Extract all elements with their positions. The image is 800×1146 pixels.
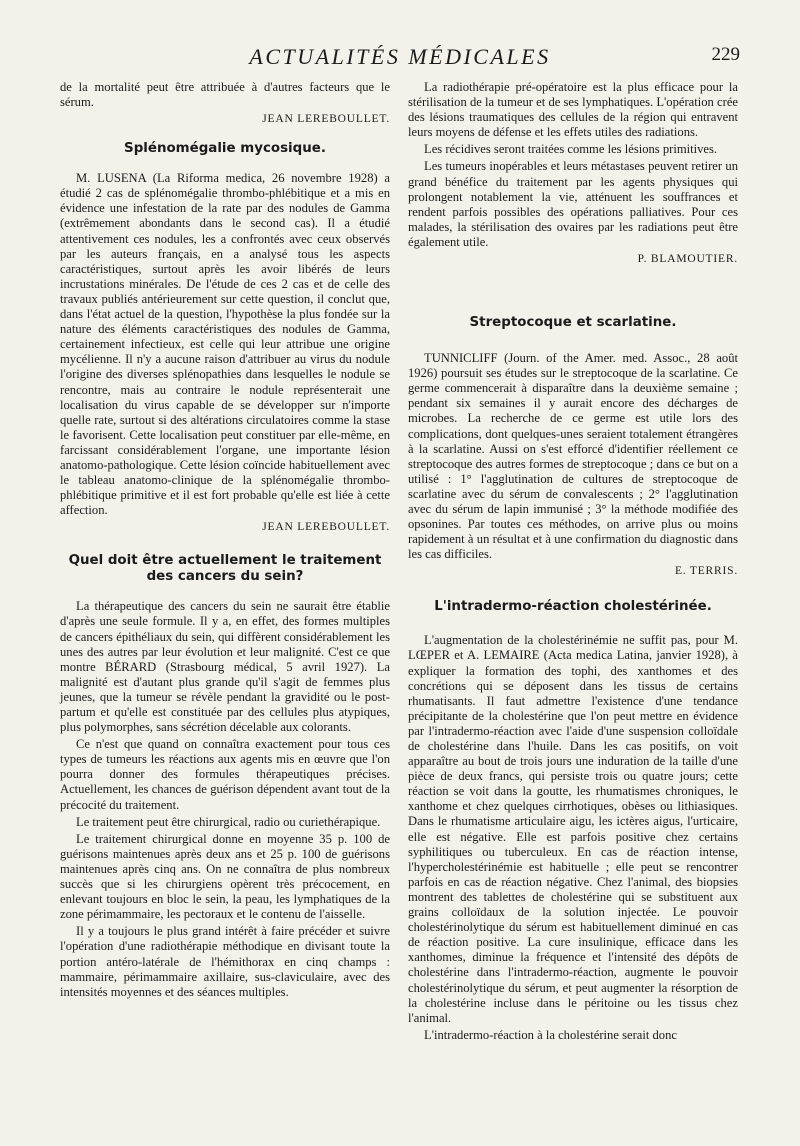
article-title-splenomegalie: Splénomégalie mycosique. xyxy=(124,141,326,157)
article-paragraph: Les récidives seront traitées comme les lésions primitives. xyxy=(424,142,718,157)
article-title-intradermo: L'intradermo-réaction cholestérinée. xyxy=(434,599,712,615)
article-paragraph: La thérapeutique des cancers du sein ne saurait être établie d'après une seule formule. Il y a, en effet, des formes multiples de cancers épithéliaux du sein, qui diffèrent considérablement les unes des autres par leur évolution et leur malignité. C'est ce que montre BÉRARD (Strasbourg médical, 5 avril 1927). La malignité est d'autant plus grande qu'il s'agit de femmes plus jeunes, que la tumeur se révèle pendant la gravidité ou le post-partum et qu'elle est constituée par des cellules plus atypiques, plus polymorphes, sans sécrétion décelable aux colorants. xyxy=(60,599,390,735)
article-paragraph: Ce n'est que quand on connaîtra exactement pour tous ces types de tumeurs les réactions aux agents mis en œuvre que l'on pourra donner des formules thérapeutiques précises. Actuellement, les chances de guérison dépendent avant tout de la précocité du traitement. xyxy=(60,737,390,812)
article-paragraph: Le traitement chirurgical donne en moyenne 35 p. 100 de guérisons maintenues après deux ans et 25 p. 100 de guérisons maintenues après cinq ans. On ne connaîtra de plus nombreux succès que si les chirurgiens opèrent très précocement, en enlevant toujours en bloc le sein, la peau, les lymphatiques de la zone périmammaire, les pectoraux et le contenu de l'aisselle. xyxy=(60,831,390,922)
article-title-streptocoque: Streptocoque et scarlatine. xyxy=(469,315,677,331)
right-column xyxy=(408,80,738,1043)
author-signature: P. BLAMOUTIER. xyxy=(637,253,738,266)
author-signature: JEAN LEREBOULLET. xyxy=(262,521,390,534)
article-paragraph: La radiothérapie pré-opératoire est la plus efficace pour la stérilisation de la tumeur et de ses lymphatiques. L'opération crée des lésions traumatiques des cellules de la région qui entravent leurs moyens de défense et les effets utiles des radiations. xyxy=(408,80,738,140)
article-paragraph-continued: L'intradermo-réaction à la cholestérine serait donc xyxy=(424,1027,677,1042)
article-paragraph: Le traitement peut être chirurgical, radio ou curiethérapique. xyxy=(76,814,381,829)
article-paragraph: Les tumeurs inopérables et leurs métastases peuvent retirer un grand bénéfice du traitement par les agents physiques qui prolongent notablement la vie, atténuent les souffrances et rendent parfois possibles des opérations palliatives. Pour ces malades, la stérilisation des ovaires par les radiations peut être également utile. xyxy=(408,159,738,249)
author-signature: JEAN LEREBOULLET. xyxy=(262,113,390,126)
article-paragraph: M. LUSENA (La Riforma medica, 26 novembre 1928) a étudié 2 cas de splénomégalie thrombo-phlébitique et a mis en évidence une infestation de la rate par des nodules de Gamma (extrêmement abondants dans le second cas). Il a étudié attentivement ces nodules, les a confrontés avec ceux observés par les auteurs français, en a analysé tous les aspects caractéristiques, surtout après les avoir libérés de leurs incrustations minérales. De l'étude de ces 2 cas et de celle des travaux publiés antérieurement sur cette question, il conclut que, dans l'état actuel de la question, l'hypothèse la plus fondée sur la nature des éléments caractéristiques des nodules de Gamma, certainement infectieux, est celle qui leur attribue une origine mycélienne. Il n'y a aucune raison d'attribuer au virus du nodule l'origine des diverses splénopathies dans lesquelles le nodule se rencontre, mais au contraire le nodule représenterait une localisation du virus capable de se développer sur n'importe quelle rate, surtout si des altérations circulatoires comme la stase le favorisent. Cette localisation peut constituer par elle-même, en farcissant considérablement l'organe, une importante lésion anatomo-pathologique. Cette lésion coïncide habituellement avec le tableau anatomo-clinique de la splénomégalie thrombo-phlébitique primitive et il est fort probable qu'elle est liée à cette affection. xyxy=(60,171,390,518)
left-column xyxy=(60,80,390,1000)
page-number: 229 xyxy=(711,44,740,65)
article-title-cancers-sein: Quel doit être actuellement le traitement des cancers du sein? xyxy=(68,553,382,585)
page-header xyxy=(60,44,740,74)
article-paragraph: Il y a toujours le plus grand intérêt à faire précéder et suivre l'opération d'une radiothérapie méthodique en divisant toute la portion antéro-latérale de l'hémithorax en cinq champs : mammaire, périmammaire axillaire, sus-claviculaire, avec des intensités moyennes et des séances multiples. xyxy=(60,924,390,999)
article-paragraph: TUNNICLIFF (Journ. of the Amer. med. Assoc., 28 août 1926) poursuit ses études sur le streptocoque de la scarlatine. Ce germe commencerait à disparaître dans la deuxième semaine ; pendant six semaines il y aurait encore des décharges de microbes. La recherche de ce germe est utile lors des complications, dont quelques-unes seraient totalement étrangères à la scarlatine. Aussi on s'est efforcé d'identifier réellement ce streptocoque des autres formes de streptocoque ; dans ce but on a utilisé : 1° l'agglutination de cultures de streptocoque de scarlatine avec du sérum de convalescents ; 2° l'agglutination avec du sérum de lapin immunisé ; 3° la méthode modifiée des opsonines. Par toutes ces méthodes, on arrive plus ou moins rapidement à un résultat et à une confirmation du diagnostic dans les cas difficiles. xyxy=(408,351,738,562)
running-title: ACTUALITÉS MÉDICALES xyxy=(249,44,551,69)
continued-paragraph: de la mortalité peut être attribuée à d'autres facteurs que le sérum. xyxy=(60,80,390,110)
article-paragraph: L'augmentation de la cholestérinémie ne suffit pas, pour M. LŒPER et A. LEMAIRE (Acta medica Latina, janvier 1928), à expliquer la formation des tophi, des xanthomes et des concrétions qui se déposent dans les tissus de certains rhumatisants. Il faut admettre l'existence d'une tendance précipitante de la cholestérine que l'on peut mettre en évidence par l'intradermo-réaction avec l'aide d'une suspension colloïdale de cholestérine dans l'huile. Dans les cas positifs, on voit apparaître au bout de trois jours une induration de la taille d'une pièce de deux francs, qui persiste trois ou quatre jours; cette réaction se voit dans la goutte, les rhumatismes chroniques, le xanthome et chez quelques cirrhotiques, obèses ou lithiasiques. Dans le rhumatisme articulaire aigu, les ictères aigus, l'urticaire, elle est négative. Elle est parfois positive chez certains syphilitiques ou tuberculeux. En cas de réaction intense, l'hypercholestérinémie est habituelle ; elle peut se rencontrer parfois en cas de réaction négative. Chez l'animal, des biopsies montrent des tablettes de cholestérine qui se substituent aux grains colloïdaux de la solution injectée. Le pouvoir cholestérinolytique du sérum est habituellement diminué en cas de réaction positive. La cure insulinique, efficace dans les xanthomes, diminue la fréquence et l'intensité des dépôts de cholestérine dans l'intradermo-réaction, augmente le pouvoir cholestérinolytique du sérum, et peut augmenter la résorption de la cholestérine incluse dans le péritoine ou les tissus chez l'animal. xyxy=(408,633,738,1025)
author-signature: E. TERRIS. xyxy=(674,565,738,578)
